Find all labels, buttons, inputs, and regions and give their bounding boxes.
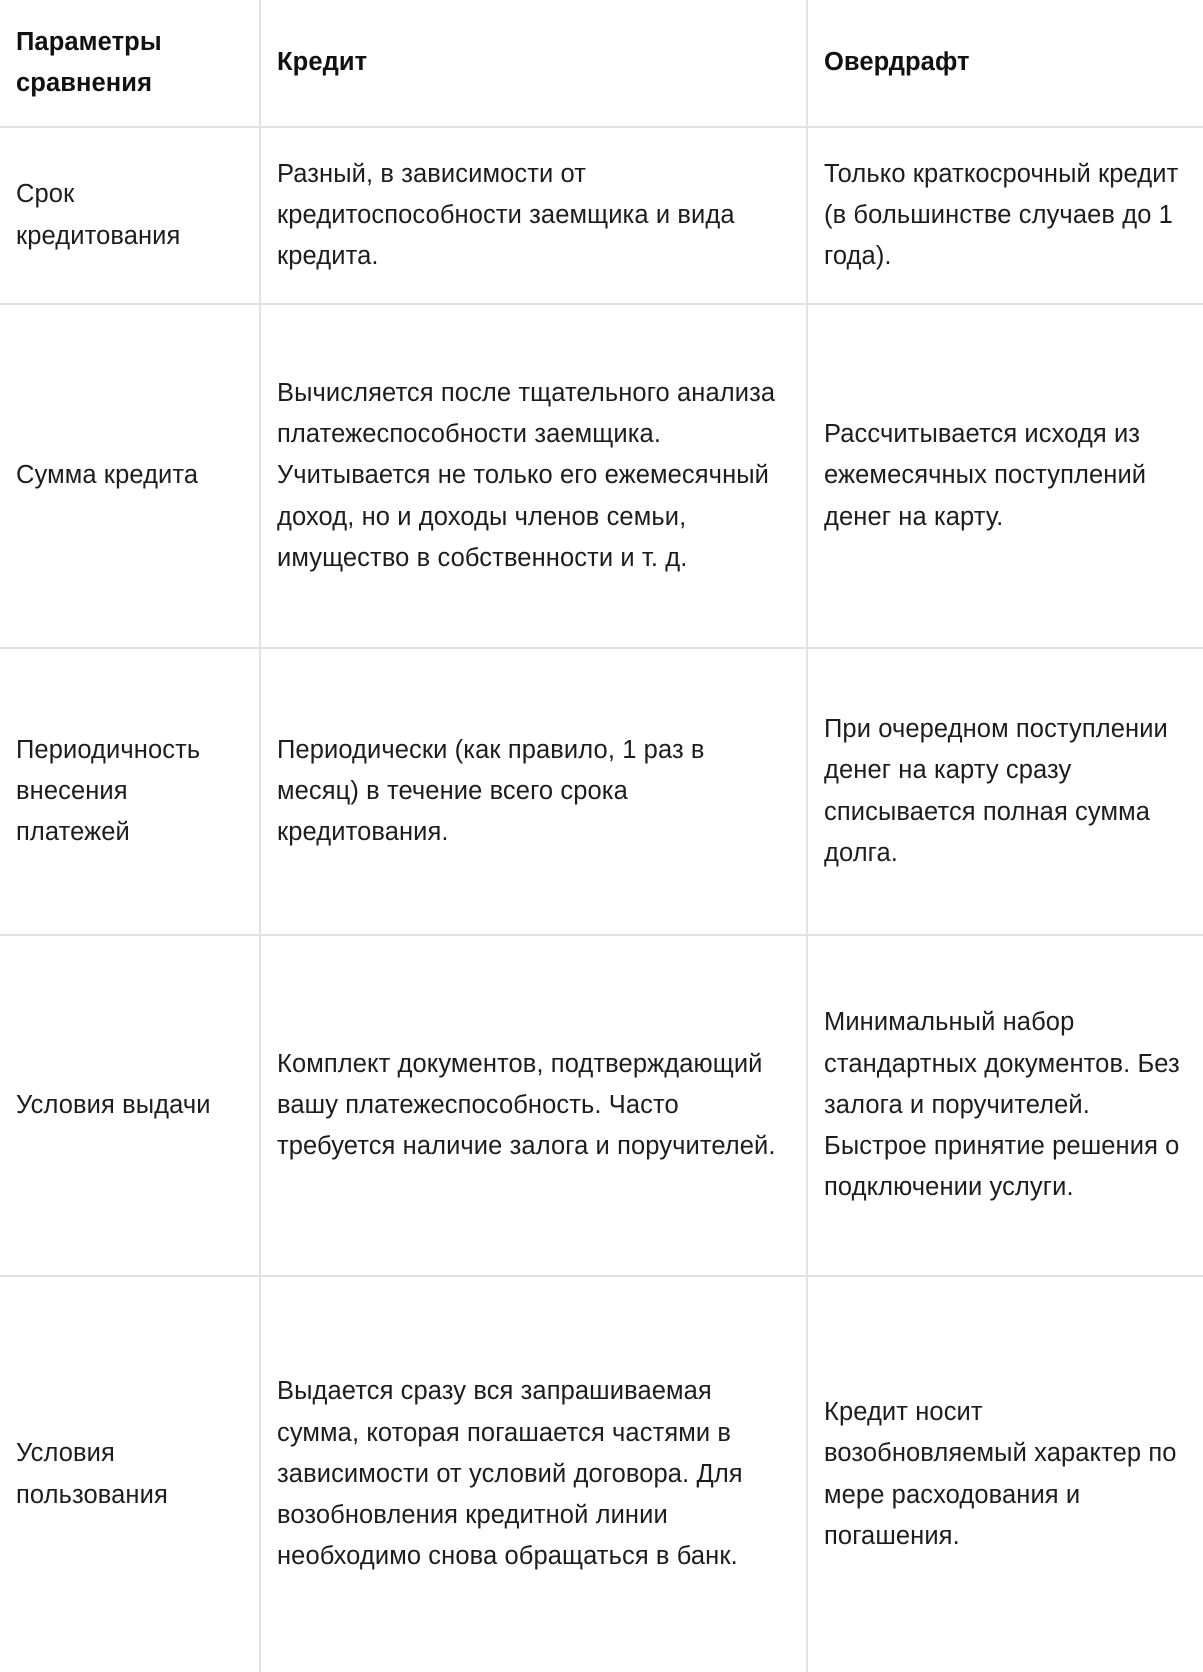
cell-credit-payment-frequency: Периодически (как правило, 1 раз в месяц) в течение всего срока кредитования. [260,648,807,935]
row-label-issue-conditions: Условия выдачи [0,935,260,1276]
column-header-comparison-parameters: Параметры сравнения [0,0,260,127]
column-header-overdraft: Овердрафт [807,0,1203,127]
cell-credit-amount: Вычисляется после тщательного анализа платежеспособности заемщика. Учитывается не только его ежемесячный доход, но и доходы членов семьи, имущество в собственности и т. д. [260,304,807,648]
cell-overdraft-payment-frequency: При очередном поступлении денег на карту сразу списывается полная сумма долга. [807,648,1203,935]
row-label-payment-frequency: Периодичность внесения платежей [0,648,260,935]
cell-overdraft-issue-conditions: Минимальный набор стандартных документов. Без залога и поручителей. Быстрое принятие решения о подключении услуги. [807,935,1203,1276]
cell-overdraft-term: Только краткосрочный кредит (в большинстве случаев до 1 года). [807,127,1203,304]
row-label-usage-conditions: Условия пользования [0,1276,260,1672]
table-header-row [0,0,1203,127]
table-row [0,1276,1203,1672]
row-label-credit-amount: Сумма кредита [0,304,260,648]
table-header [0,0,1203,127]
column-header-credit: Кредит [260,0,807,127]
table-row [0,935,1203,1276]
table-row [0,304,1203,648]
cell-overdraft-amount: Рассчитывается исходя из ежемесячных поступлений денег на карту. [807,304,1203,648]
table-row [0,648,1203,935]
cell-overdraft-usage-conditions: Кредит носит возобновляемый характер по мере расходования и погашения. [824,1397,1177,1550]
cell-credit-usage-conditions: Выдается сразу вся запрашиваемая сумма, которая погашается частями в зависимости от условий договора. Для возобновления кредитной линии необходимо снова обращаться в банк. [260,1276,807,1672]
cell-credit-term: Разный, в зависимости от кредитоспособности заемщика и вида кредита. [260,127,807,304]
row-label-credit-term: Срок кредитования [0,127,260,304]
table-body [0,127,1203,1672]
cell-credit-issue-conditions: Комплект документов, подтверждающий вашу платежеспособность. Часто требуется наличие залога и поручителей. [260,935,807,1276]
table-row [0,127,1203,304]
